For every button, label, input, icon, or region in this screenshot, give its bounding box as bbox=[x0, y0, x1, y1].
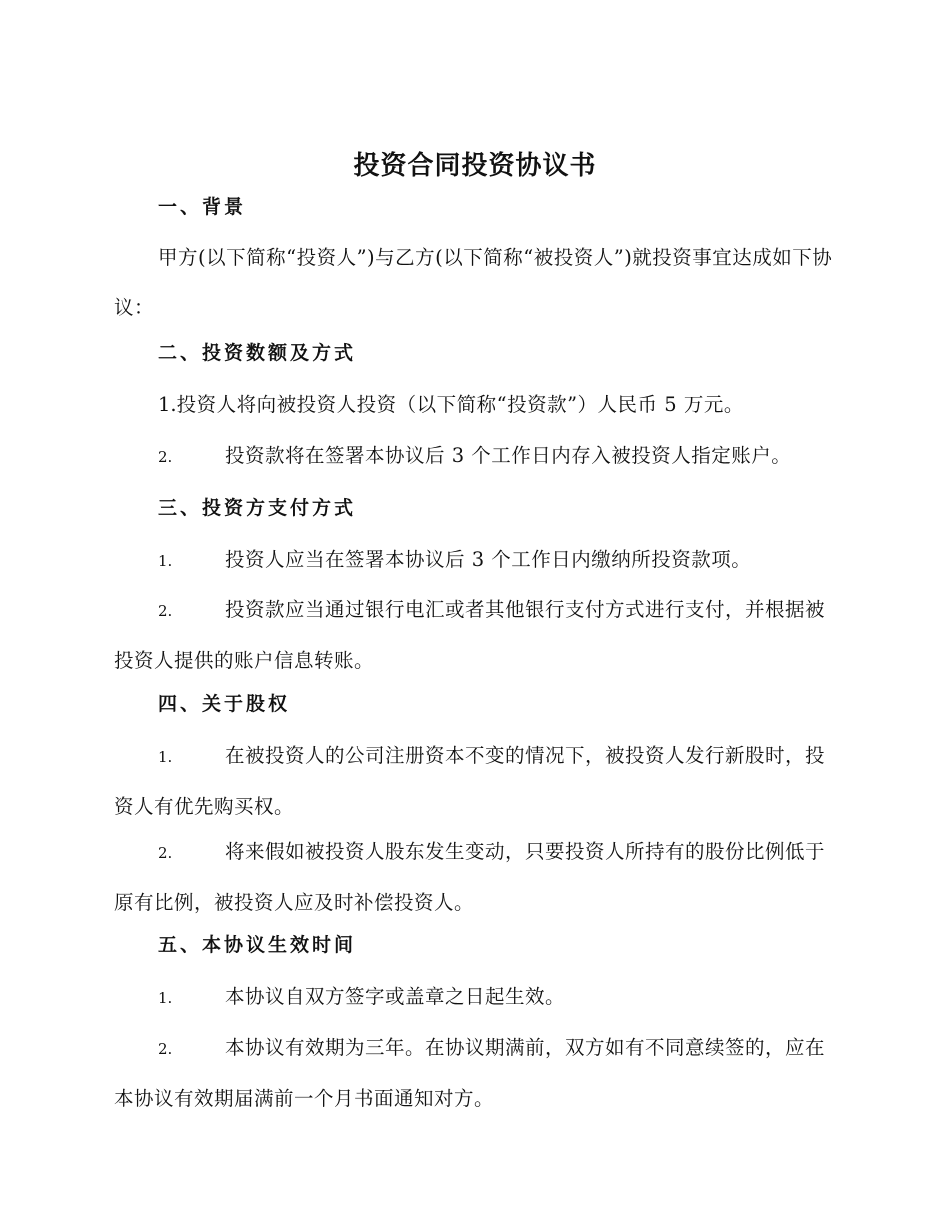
payment-item-2 bbox=[114, 585, 836, 686]
item-text: 投资款应当通过银行电汇或者其他银行支付方式进行支付，并根据被投资人提供的账户信息转账。 bbox=[114, 598, 826, 672]
item-number: 2. bbox=[158, 602, 173, 620]
background-paragraph: 甲方(以下简称“投资人”)与乙方(以下简称“被投资人”)就投资事宜达成如下协议： bbox=[114, 246, 833, 319]
equity-item-1 bbox=[114, 731, 836, 832]
document-title: 投资合同投资协议书 bbox=[353, 151, 597, 181]
item-text: 本协议自双方签字或盖章之日起生效。 bbox=[225, 985, 566, 1008]
section-heading-background: 一、背景 bbox=[158, 196, 247, 218]
section-heading-amount: 二、投资数额及方式 bbox=[158, 342, 357, 364]
equity-item-2 bbox=[114, 827, 836, 928]
item-number: 1. bbox=[158, 748, 173, 766]
amount-item-1 bbox=[114, 380, 836, 430]
payment-item-1 bbox=[114, 535, 836, 586]
item-number: 1. bbox=[158, 393, 177, 416]
section-heading-payment: 三、投资方支付方式 bbox=[158, 497, 357, 519]
amount-item-2 bbox=[114, 431, 836, 482]
section-heading-equity: 四、关于股权 bbox=[158, 693, 291, 715]
item-number: 1. bbox=[158, 552, 173, 570]
item-text: 将来假如被投资人股东发生变动，只要投资人所持有的股份比例低于原有比例，被投资人应及时补偿投资人。 bbox=[114, 840, 826, 914]
item-text: 在被投资人的公司注册资本不变的情况下，被投资人发行新股时，投资人有优先购买权。 bbox=[114, 744, 826, 818]
section-heading-effective-time: 五、本协议生效时间 bbox=[158, 934, 357, 956]
item-text: 本协议有效期为三年。在协议期满前，双方如有不同意续签的，应在本协议有效期届满前一个月书面通知对方。 bbox=[114, 1036, 826, 1110]
effective-item-2 bbox=[114, 1023, 836, 1124]
item-text: 投资款将在签署本协议后 3 个工作日内存入被投资人指定账户。 bbox=[225, 444, 792, 467]
item-number: 2. bbox=[158, 1040, 173, 1058]
item-number: 2. bbox=[158, 844, 173, 862]
effective-item-1 bbox=[114, 972, 836, 1023]
item-number: 1. bbox=[158, 989, 173, 1007]
item-text: 投资人应当在签署本协议后 3 个工作日内缴纳所投资款项。 bbox=[225, 548, 752, 571]
item-number: 2. bbox=[158, 448, 173, 466]
item-text: 投资人将向被投资人投资（以下简称“投资款”）人民币 5 万元。 bbox=[176, 393, 744, 416]
